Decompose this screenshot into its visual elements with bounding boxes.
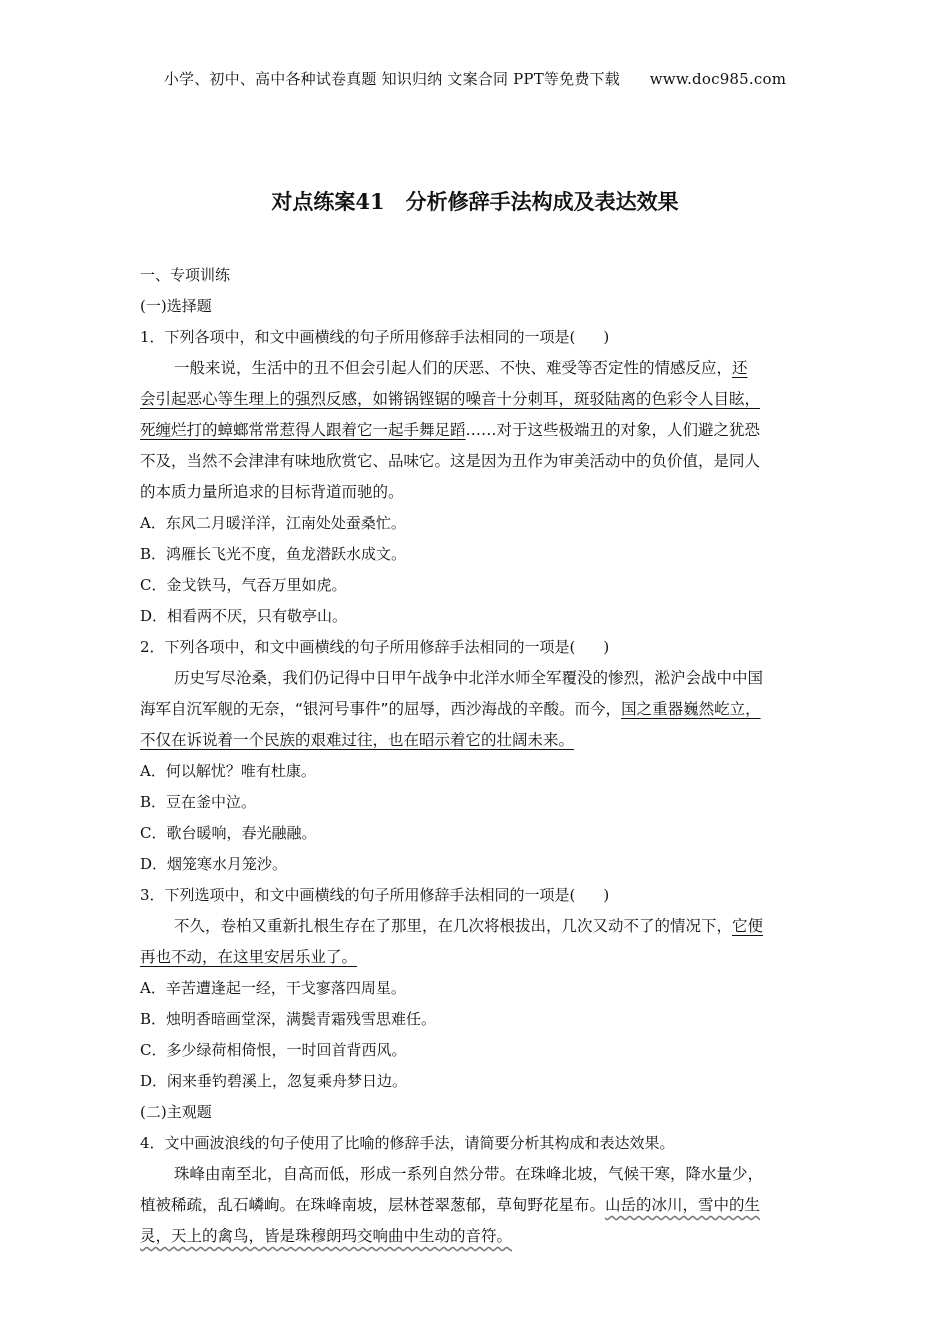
- option: B．鸿雁长飞光不度，鱼龙潜跃水成文。: [140, 545, 407, 563]
- option: D．烟笼寒水月笼沙。: [140, 855, 288, 873]
- question-stem: 4．文中画波浪线的句子使用了比喻的修辞手法，请简要分析其构成和表达效果。: [140, 1134, 675, 1152]
- page-title: 对点练案41 分析修辞手法构成及表达效果: [271, 189, 679, 214]
- passage-line: 珠峰由南至北，自高而低，形成一系列自然分带。在珠峰北坡，气候干寒，降水量少，: [174, 1165, 764, 1183]
- question-stem: 2．下列各项中，和文中画横线的句子所用修辞手法相同的一项是( ): [140, 638, 610, 656]
- subsection-heading: (二)主观题: [140, 1103, 212, 1121]
- passage-line: 植被稀疏，乱石嶙峋。在珠峰南坡，层林苍翠葱郁，草甸野花星布。山岳的冰川，雪中的生: [140, 1196, 761, 1214]
- page-header: [0, 68, 950, 89]
- passage-line: 灵，天上的禽鸟，皆是珠穆朗玛交响曲中生动的音符。: [140, 1227, 513, 1245]
- option: D．相看两不厌，只有敬亭山。: [140, 607, 348, 625]
- passage-line: 不仅在诉说着一个民族的艰难过往，也在昭示着它的壮阔未来。: [140, 731, 575, 749]
- option: B．烛明香暗画堂深，满鬓青霜残雪思难任。: [140, 1010, 437, 1028]
- document-body: [140, 260, 812, 1252]
- option: A．辛苦遭逢起一经，干戈寥落四周星。: [140, 979, 406, 997]
- option: C．多少绿荷相倚恨，一时回首背西风。: [140, 1041, 407, 1059]
- section-heading: 一、专项训练: [140, 266, 231, 284]
- passage-line: 的本质力量所追求的目标背道而驰的。: [140, 483, 404, 501]
- question-stem: 3．下列选项中，和文中画横线的句子所用修辞手法相同的一项是( ): [140, 886, 610, 904]
- option: A．东风二月暖洋洋，江南处处蚕桑忙。: [140, 514, 406, 532]
- option: D．闲来垂钓碧溪上，忽复乘舟梦日边。: [140, 1072, 408, 1090]
- passage-line: 海军自沉军舰的无奈，“银河号事件”的屈辱，西沙海战的辛酸。而今，国之重器巍然屹立，: [140, 700, 761, 718]
- passage-line: 不久，卷柏又重新扎根生存在了那里，在几次将根拔出，几次又动不了的情况下，它便: [174, 917, 764, 935]
- option: A．何以解忧？唯有杜康。: [140, 762, 316, 780]
- passage-line: 历史写尽沧桑，我们仍记得中日甲午战争中北洋水师全军覆没的惨烈，淞沪会战中中国: [174, 669, 764, 687]
- subsection-heading: (一)选择题: [140, 297, 212, 315]
- question-stem: 1．下列各项中，和文中画横线的句子所用修辞手法相同的一项是( ): [140, 328, 610, 346]
- option: C．金戈铁马，气吞万里如虎。: [140, 576, 347, 594]
- passage-line: 会引起恶心等生理上的强烈反感，如锵锅铿锯的噪音十分刺耳，斑驳陆离的色彩令人目眩，: [140, 390, 761, 408]
- header-text: 小学、初中、高中各种试卷真题 知识归纳 文案合同 PPT等免费下载: [163, 70, 620, 88]
- option: C．歌台暖响，春光融融。: [140, 824, 317, 842]
- header-url[interactable]: www.doc985.com: [649, 70, 787, 88]
- passage-line: 不及，当然不会津津有味地欣赏它、品味它。这是因为丑作为审美活动中的负价值，是同人: [140, 452, 761, 470]
- passage-line: 再也不动，在这里安居乐业了。: [140, 948, 358, 966]
- passage-line: 一般来说，生活中的丑不但会引起人们的厌恶、不快、难受等否定性的情感反应，还: [174, 359, 748, 377]
- option: B．豆在釜中泣。: [140, 793, 257, 811]
- passage-line: 死缠烂打的蟑螂常常惹得人跟着它一起手舞足蹈……对于这些极端丑的对象，人们避之犹恐: [140, 421, 761, 439]
